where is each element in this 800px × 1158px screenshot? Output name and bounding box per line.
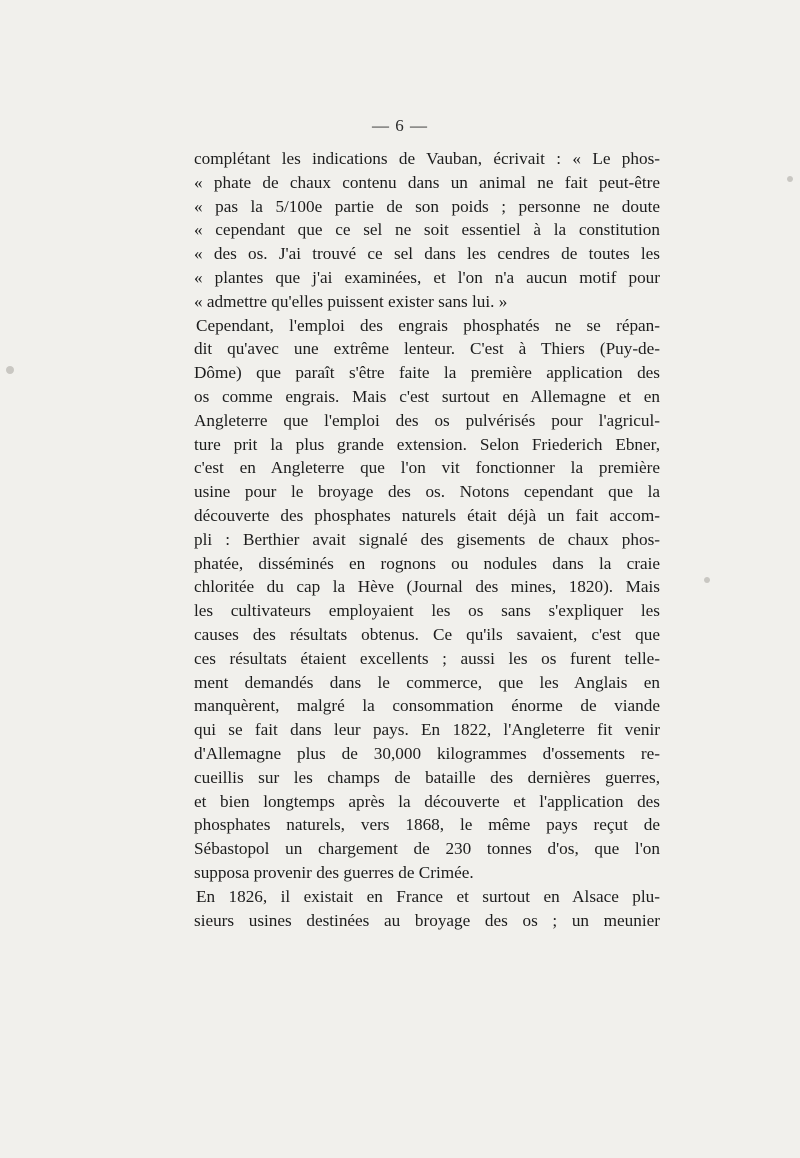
text-line: sieurs usines destinées au broyage des os ; un meunier <box>194 910 660 930</box>
paper-speck <box>787 176 793 182</box>
page-number: — 6 — <box>372 116 428 135</box>
paper-speck <box>6 366 14 374</box>
text-line: dit qu'avec une extrême lenteur. C'est à Thiers (Puy-de- <box>194 339 660 359</box>
text-line: usine pour le broyage des os. Notons cependant que la <box>194 482 660 502</box>
text-line: c'est en Angleterre que l'on vit fonctionner la première <box>194 458 660 478</box>
paper-speck <box>704 577 710 583</box>
paragraph-start-line: En 1826, il existait en France et surtout en Alsace plu- <box>196 886 660 906</box>
text-line: « admettre qu'elles puissent exister sans lui. » <box>194 291 508 311</box>
text-line: « phate de chaux contenu dans un animal ne fait peut-être <box>194 172 660 192</box>
text-line: phatée, disséminés en rognons ou nodules dans la craie <box>194 553 660 573</box>
text-line: manquèrent, malgré la consommation énorme de viande <box>194 696 660 716</box>
text-line: « pas la 5/100e partie de son poids ; personne ne doute <box>194 196 660 216</box>
text-line: os comme engrais. Mais c'est surtout en Allemagne et en <box>194 386 660 406</box>
text-line: « cependant que ce sel ne soit essentiel à la constitution <box>194 220 660 240</box>
text-line: Dôme) que paraît s'être faite la première application des <box>194 363 660 383</box>
text-line: supposa provenir des guerres de Crimée. <box>194 862 474 882</box>
text-line: qui se fait dans leur pays. En 1822, l'Angleterre fit venir <box>194 720 660 740</box>
text-line: « des os. J'ai trouvé ce sel dans les cendres de toutes les <box>194 244 660 264</box>
text-line: ture prit la plus grande extension. Selon Friederich Ebner, <box>194 434 660 454</box>
text-line: Sébastopol un chargement de 230 tonnes d'os, que l'on <box>194 839 660 859</box>
text-line: et bien longtemps après la découverte et l'application des <box>194 791 660 811</box>
text-line: causes des résultats obtenus. Ce qu'ils savaient, c'est que <box>194 624 660 644</box>
text-line: « plantes que j'ai examinées, et l'on n'a aucun motif pour <box>194 267 660 287</box>
text-line: ment demandés dans le commerce, que les Anglais en <box>194 672 660 692</box>
text-line: cueillis sur les champs de bataille des dernières guerres, <box>194 767 660 787</box>
text-line: complétant les indications de Vauban, écrivait : « Le phos- <box>194 149 660 168</box>
paragraph-start-line: Cependant, l'emploi des engrais phosphatés ne se répan- <box>196 315 660 335</box>
text-line: les cultivateurs employaient les os sans s'expliquer les <box>194 601 660 621</box>
text-line: pli : Berthier avait signalé des gisements de chaux phos- <box>194 529 660 549</box>
text-line: Angleterre que l'emploi des os pulvérisés pour l'agricul- <box>194 410 660 430</box>
text-line: phosphates naturels, vers 1868, le même pays reçut de <box>194 815 660 835</box>
text-line: d'Allemagne plus de 30,000 kilogrammes d'ossements re- <box>194 743 660 763</box>
text-line: ces résultats étaient excellents ; aussi les os furent telle- <box>194 648 660 668</box>
body-text <box>194 147 660 932</box>
text-line: chloritée du cap la Hève (Journal des mines, 1820). Mais <box>194 577 660 597</box>
text-line: découverte des phosphates naturels était déjà un fait accom- <box>194 505 660 525</box>
